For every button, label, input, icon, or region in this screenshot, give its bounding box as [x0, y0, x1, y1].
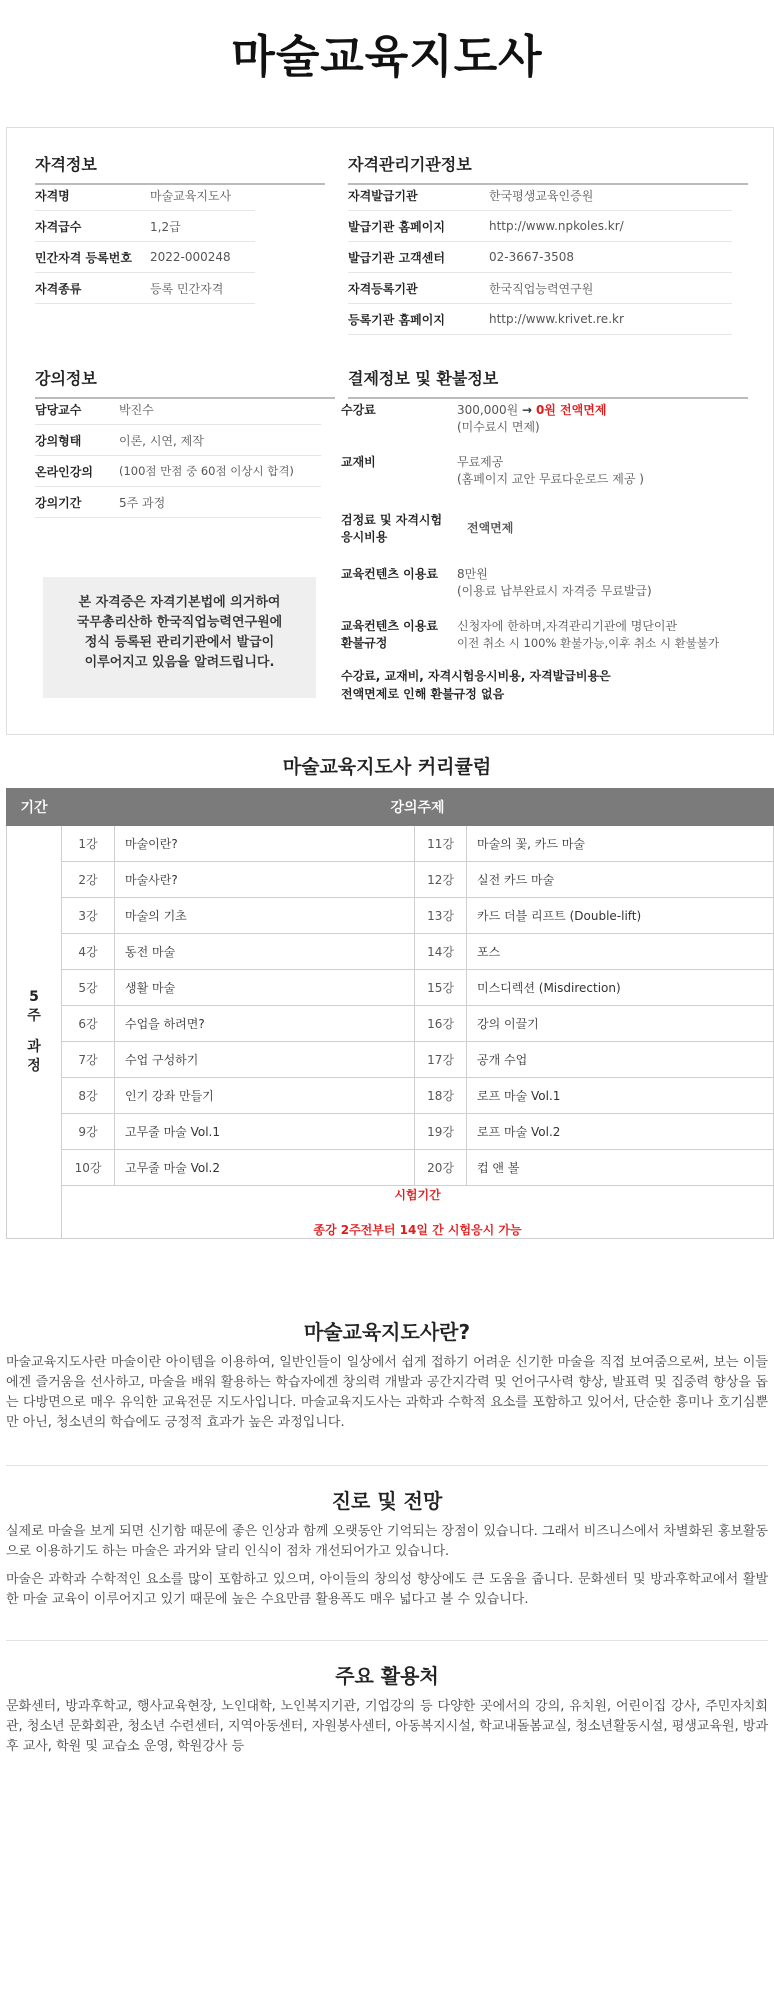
exam-period-cell	[62, 1186, 774, 1239]
lecture-info-table	[35, 394, 321, 518]
cert-info-row: 자격명 마술교육지도사	[35, 180, 255, 211]
page-title: 마술교육지도사	[231, 30, 543, 83]
table-row: 9강 고무줄 마술 Vol.1 19강 로프 마술 Vol.2	[7, 1114, 774, 1150]
lecture-info-row: 담당교수 박진수	[35, 394, 321, 425]
career-text-2: 마술은 과학과 수학적인 요소를 많이 포함하고 있으며, 아이들의 창의성 향상에도 큰 도움을 줍니다. 문화센터 및 방과후학교에서 활발한 마술 교육이 이루어지고 있기 때문에 높은 수요만큼 활용폭도 매우 넓다고 볼 수 있습니다.	[6, 1572, 768, 1607]
career-title: 진로 및 전망	[331, 1489, 443, 1513]
cert-info-row: 자격종류 등록 민간자격	[35, 273, 255, 304]
lecture-info-row: 온라인강의 (100점 만점 중 60점 이상시 합격)	[35, 456, 321, 487]
org-info-row: 자격등록기관 한국직업능력연구원	[348, 273, 732, 304]
cert-info-row: 자격급수 1,2급	[35, 211, 255, 242]
usage-text: 문화센터, 방과후학교, 행사교육현장, 노인대학, 노인복지기관, 기업강의 등 다양한 곳에서의 강의, 유치원, 어린이집 강사, 주민자치회관, 청소년 문화회관, 청소년 수련센터, 지역아동센터, 자원봉사센터, 아동복지시설, 학교내돌봄교실, 청소년활동시설, 평생교육원, 방과후 교사, 학원 및 교습소 운영, 학원강사 등	[6, 1699, 768, 1754]
about-text: 마술교육지도사란 마술이란 아이템을 이용하여, 일반인들이 일상에서 쉽게 접하기 어려운 신기한 마술을 직접 보여줌으로써, 보는 이들에겐 즐거움을 선사하고, 마술을 배워 활용하는 학습자에겐 창의력 개발과 공간지각력 및 언어구사력 향상, 발표력 및 집중력 향상을 돕는 다방면으로 매우 유익한 교육전문 지도사입니다. 마술교육지도사는 과학과 수학적 요소를 포함하고 있어서, 단순한 흥미나 호기심뿐만 아닌, 청소년의 학습에도 긍정적 효과가 높은 과정입니다.	[6, 1355, 768, 1430]
lecture-info-row: 강의형태 이론, 시연, 제작	[35, 425, 321, 456]
issuer-homepage-link[interactable]: http://www.npkoles.kr/	[489, 219, 624, 233]
header-period: 기간	[7, 789, 62, 826]
table-row: 6강 수업을 하려면? 16강 강의 이끌기	[7, 1006, 774, 1042]
table-row: 5강 생활 마술 15강 미스디렉션 (Misdirection)	[7, 970, 774, 1006]
table-row: 8강 인기 강좌 만들기 18강 로프 마술 Vol.1	[7, 1078, 774, 1114]
table-row: 4강 동전 마술 14강 포스	[7, 934, 774, 970]
info-box	[6, 127, 774, 735]
table-row: 5 주 과 정 1강 마술이란? 11강 마술의 꽃, 카드 마술	[7, 826, 774, 862]
divider	[6, 1640, 768, 1641]
period-cell: 5 주 과 정	[7, 826, 62, 1239]
org-info-row: 발급기관 고객센터 02-3667-3508	[348, 242, 732, 273]
cert-info-heading: 자격정보	[35, 152, 325, 185]
table-row: 3강 마술의 기초 13강 카드 더블 리프트 (Double-lift)	[7, 898, 774, 934]
exam-period-row	[7, 1186, 774, 1239]
table-row: 10강 고무줄 마술 Vol.2 20강 컵 앤 볼	[7, 1150, 774, 1186]
registration-notice: 본 자격증은 자격기본법에 의거하여 국무총리산하 한국직업능력연구원에 정식 등록된 관리기관에서 발급이 이루어지고 있음을 알려드립니다.	[43, 577, 316, 698]
curriculum-header-row	[7, 789, 774, 826]
org-info-table	[348, 180, 732, 335]
payment-info-heading: 결제정보 및 환불정보	[348, 366, 748, 399]
curriculum-title: 마술교육지도사 커리큘럼	[282, 756, 492, 778]
table-row: 2강 마술사란? 12강 실전 카드 마술	[7, 862, 774, 898]
org-info-heading: 자격관리기관정보	[348, 152, 748, 185]
table-row: 7강 수업 구성하기 17강 공개 수업	[7, 1042, 774, 1078]
exam-fee-free-label: 전액면제	[467, 521, 514, 535]
exam-period-desc: 종강 2주전부터 14일 간 시험응시 가능	[313, 1223, 522, 1237]
career-text-1: 실제로 마술을 보게 되면 신기함 때문에 좋은 인상과 함께 오랫동안 기억되는 장점이 있습니다. 그래서 비즈니스에서 차별화된 홍보활동으로 이용하기도 하는 마술은 과거와 달리 인식이 점차 개선되어가고 있습니다.	[6, 1524, 768, 1559]
lecture-info-heading: 강의정보	[35, 366, 335, 399]
org-info-row: 자격발급기관 한국평생교육인증원	[348, 180, 732, 211]
curriculum-table	[6, 788, 774, 1239]
header-topic: 강의주제	[62, 789, 774, 826]
registry-homepage-link[interactable]: http://www.krivet.re.kr	[489, 312, 624, 326]
lecture-info-row: 강의기간 5주 과정	[35, 487, 321, 518]
about-title: 마술교육지도사란?	[303, 1320, 471, 1344]
cert-info-table	[35, 180, 255, 304]
cert-info-row: 민간자격 등록번호 2022-000248	[35, 242, 255, 273]
org-info-row: 발급기관 홈페이지 http://www.npkoles.kr/	[348, 211, 732, 242]
exam-period-title: 시험기간	[394, 1188, 441, 1202]
divider	[6, 1465, 768, 1466]
payment-info-block: 수강료 300,000원 → 0원 전액면제 (미수료시 면제) 교재비 무료제공 (홈페이지 교안 무료다운로드 제공 ) 검정료 및 자격시험 응시비용 전액면제 교육컨텐츠 이용료 8만원 (이용료 납부완료시 자격증 무료발급) 교육컨텐츠 이용료 환불규정 신청자에 한하며,자격관리기관에 명단이관 이전 취소 시 100% 환불가능,이후 취소 시 환불불가 수강료, 교재비, 자격시험응시비용, 자격발급비용은 전액면제로 인해 환불규정 없음	[341, 403, 720, 701]
tuition-free-label: 0원 전액면제	[535, 403, 607, 417]
usage-title: 주요 활용처	[335, 1664, 439, 1688]
org-info-row: 등록기관 홈페이지 http://www.krivet.re.kr	[348, 304, 732, 335]
